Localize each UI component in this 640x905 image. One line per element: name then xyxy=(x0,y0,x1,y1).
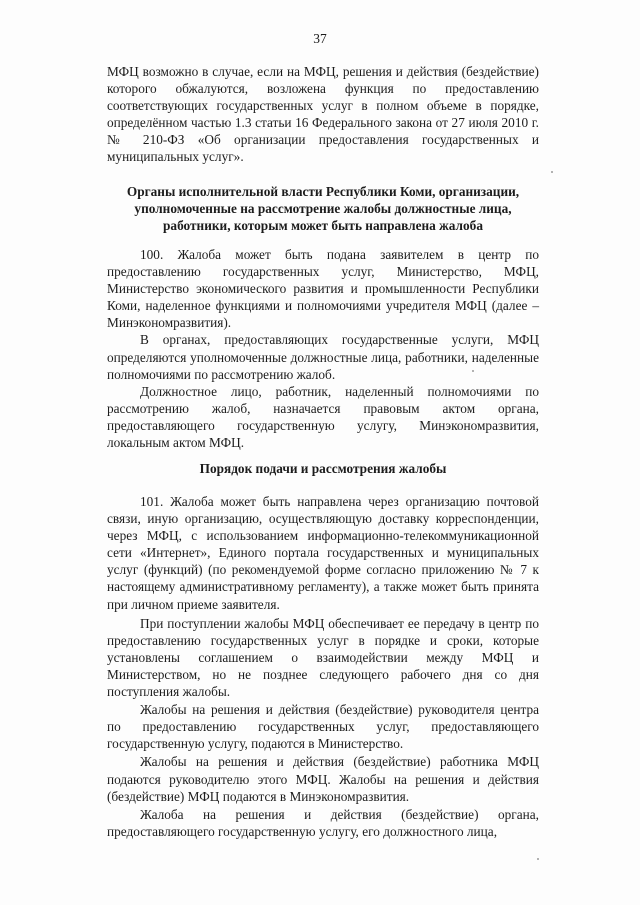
paragraph-mfc-transfer: При поступлении жалобы МФЦ обеспечивает ее передачу в центр по предоставлению государственных услуг в порядке и сроки, которые установлены соглашением о взаимодействии между МФЦ и Министерством, но не позднее следующего рабочего дня со дня поступления жалобы. xyxy=(107,615,539,700)
paragraph-body-complaints: Жалоба на решения и действия (бездействие) органа, предоставляющего государственную услугу, его должностного лица, xyxy=(107,806,539,839)
continuation-block xyxy=(107,63,539,166)
continuation-paragraph: МФЦ возможно в случае, если на МФЦ, решения и действия (бездействие) которого обжалуются, возложена функция по предоставлению соответствующих государственных услуг в полном объеме в порядке, определённом частью 1.3 статьи 16 Федерального закона от 27 июля 2010 г. № 210-ФЗ «Об организации предоставления государственных и муниципальных услуг». xyxy=(107,64,539,165)
section-submission-order xyxy=(107,460,539,477)
section-complaint-bodies xyxy=(107,183,539,235)
page-number: 37 xyxy=(313,31,327,46)
paragraph-mfc-worker-complaints: Жалобы на решения и действия (бездействие) работника МФЦ подаются руководителю этого МФЦ. Жалобы на решения и действия (бездействие) МФЦ подаются в Минэкономразвития. xyxy=(107,754,539,804)
section-submission-order-text xyxy=(107,493,539,840)
paragraph-authorized-officials: В органах, предоставляющих государственные услуги, МФЦ определяются уполномоченные должностные лица, работники, наделенные полномочиями по рассмотрению жалоб. xyxy=(107,332,539,382)
scan-speck xyxy=(472,370,474,372)
paragraph-head-complaints: Жалобы на решения и действия (бездействие) руководителя центра по предоставлению государственных услуг, предоставляющего государственную услугу, подаются в Министерство. xyxy=(107,702,539,752)
paragraph-appointed-official: Должностное лицо, работник, наделенный полномочиями по рассмотрению жалоб, назначается правовым актом органа, предоставляющего государственную услугу, Минэкономразвития, локальным актом МФЦ. xyxy=(107,383,539,451)
paragraph-100: 100. Жалоба может быть подана заявителем в центр по предоставлению государственных услуг, Министерство, МФЦ, Министерство экономического развития и промышленности Республики Коми, наделенное функциями и полномочиями учредителя МФЦ (далее – Минэкономразвития). xyxy=(107,247,539,331)
section-heading-submission-order: Порядок подачи и рассмотрения жалобы xyxy=(199,461,447,476)
scan-speck xyxy=(551,171,553,173)
paragraph-101: 101. Жалоба может быть направлена через организацию почтовой связи, иную организацию, осуществляющую доставку корреспонденции, через МФЦ, с использованием информационно-телекоммуникационной сети «Интернет», Единого портала государственных и муниципальных услуг (функций) (по рекомендуемой форме согласно приложению № 7 к настоящему административному регламенту), а также может быть принята при личном приеме заявителя. xyxy=(107,494,539,612)
section-complaint-bodies-text xyxy=(107,246,539,451)
scan-speck xyxy=(537,858,539,860)
section-heading-complaint-bodies: Органы исполнительной власти Республики Коми, организации, уполномоченные на рассмотрение жалобы должностные лица, работники, которым может быть направлена жалоба xyxy=(126,184,520,234)
